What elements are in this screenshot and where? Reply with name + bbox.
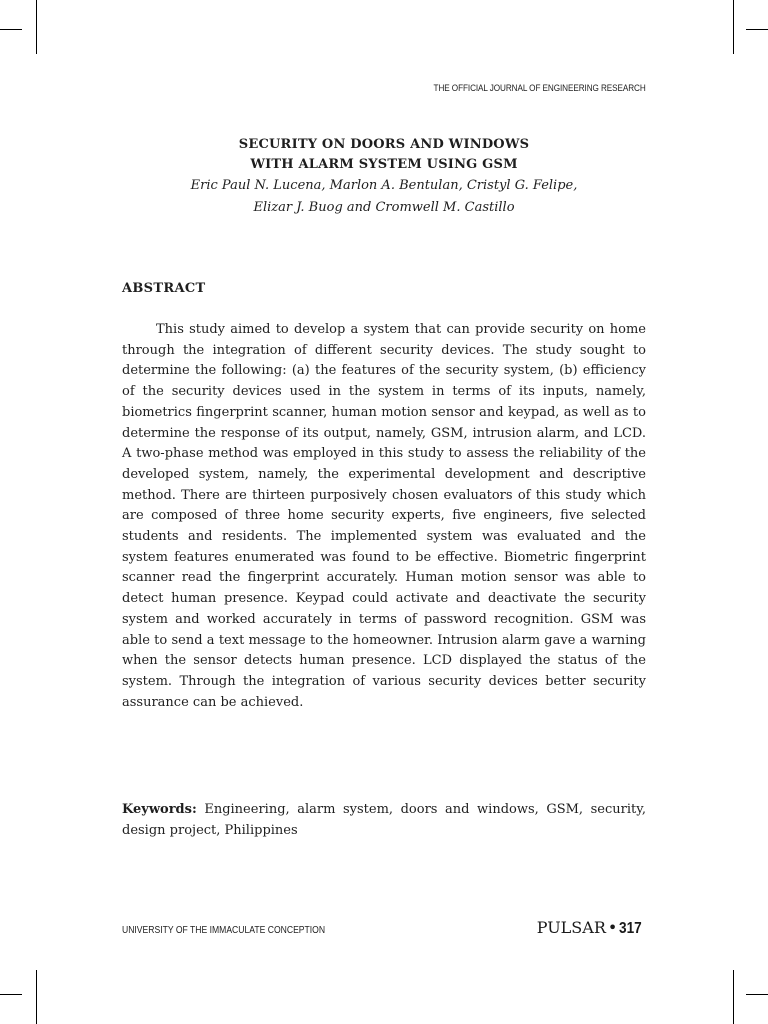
author-line-1: Eric Paul N. Lucena, Marlon A. Bentulan, Cristyl G. Felipe,	[190, 178, 578, 193]
author-line-2: Elizar J. Buog and Cromwell M. Castillo	[253, 200, 515, 215]
footer-page-info	[537, 918, 646, 938]
crop-mark	[733, 0, 734, 54]
page-number: 317	[619, 920, 642, 937]
abstract-heading: ABSTRACT	[122, 281, 206, 296]
paper-title-line-2: WITH ALARM SYSTEM USING GSM	[250, 157, 518, 172]
keywords	[122, 799, 646, 841]
abstract-body: This study aimed to develop a system that can provide security on home through the integration of different security devices. The study sought to determine the following: (a) the features of the security system, (b) efficiency of the security devices used in the system in terms of its inputs, namely, biometrics fingerprint scanner, human motion sensor and keypad, as well as to determine the response of its output, namely, GSM, intrusion alarm, and LCD. A two-phase method was employed in this study to assess the reliability of the developed system, namely, the experimental development and descriptive method. There are thirteen purposively chosen evaluators of this study which are composed of three home security experts, five engineers, five selected students and residents. The implemented system was evaluated and the system features enumerated was found to be effective. Biometric fingerprint scanner read the fingerprint accurately. Human motion sensor was able to detect human presence. Keypad could activate and deactivate the security system and worked accurately in terms of password recognition. GSM was able to send a text message to the homeowner. Intrusion alarm gave a warning when the sensor detects human presence. LCD displayed the status of the system. Through the integration of various security devices better security assurance can be achieved.	[122, 322, 646, 710]
footer-journal-name: PULSAR	[536, 918, 606, 937]
keywords-label: Keywords:	[122, 802, 197, 817]
crop-mark	[746, 29, 768, 30]
crop-mark	[36, 0, 37, 54]
crop-mark	[0, 29, 22, 30]
title-block	[0, 135, 768, 219]
running-head: THE OFFICIAL JOURNAL OF ENGINEERING RESEARCH	[433, 83, 646, 94]
crop-mark	[746, 994, 768, 995]
footer-university: UNIVERSITY OF THE IMMACULATE CONCEPTION	[122, 925, 326, 936]
paper-title-line-1: SECURITY ON DOORS AND WINDOWS	[238, 137, 530, 152]
crop-mark	[0, 994, 22, 995]
crop-mark	[733, 970, 734, 1024]
footer-separator: •	[607, 918, 618, 937]
keywords-text: Engineering, alarm system, doors and windows, GSM, security, design project, Philippines	[122, 802, 646, 838]
crop-mark	[36, 970, 37, 1024]
